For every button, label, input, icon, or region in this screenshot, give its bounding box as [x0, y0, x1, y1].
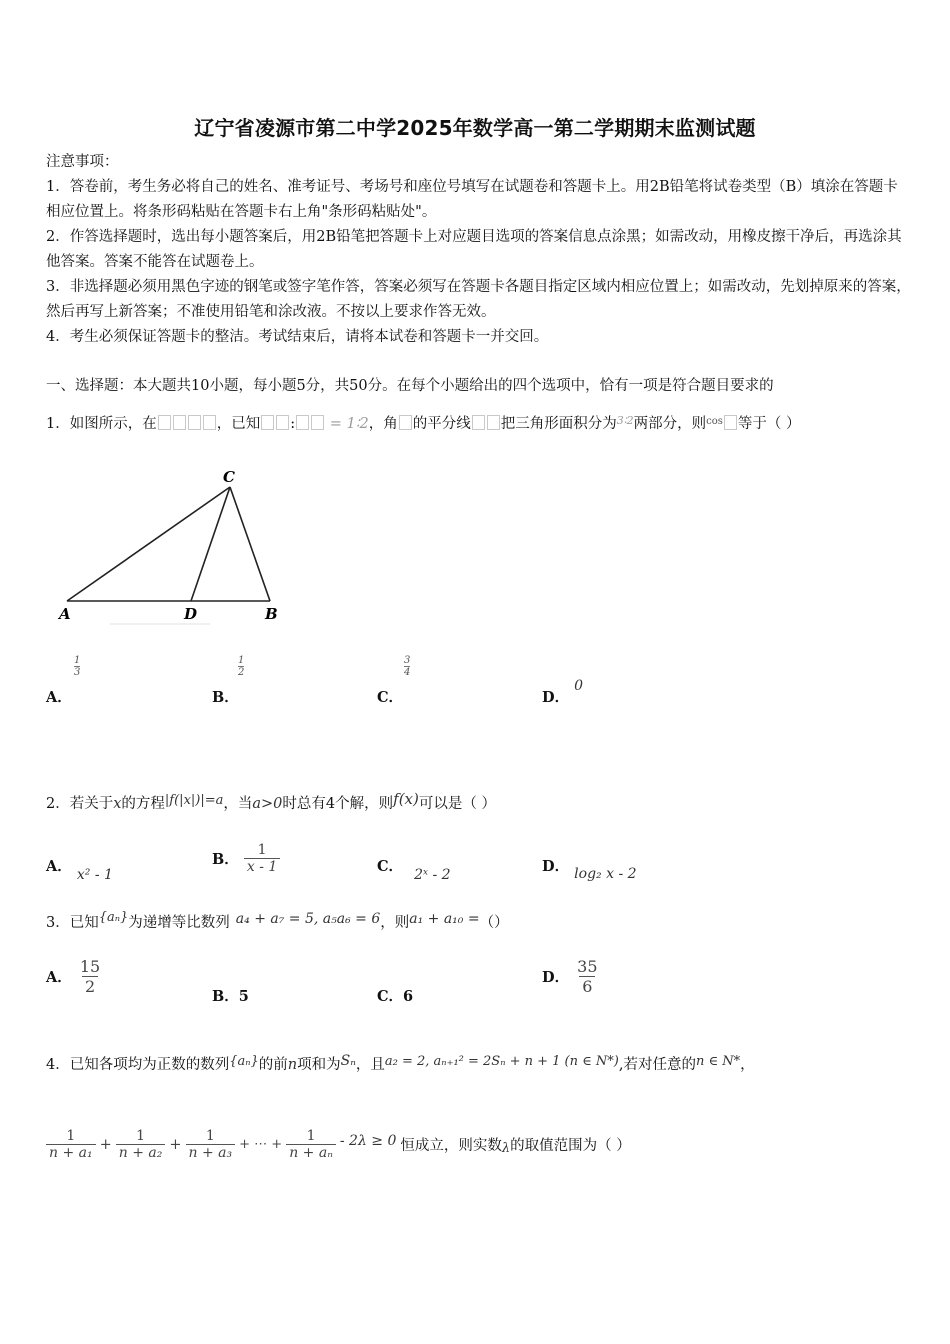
question-1: 1．如图所示，在 ，已知 : = 1∶2，角 的平分线 把三角形面积分为$^{3∶2}$两部分，则$^{cos}$ 等于（ ）	[46, 414, 801, 432]
question-3: 3．已知{aₙ}为递增等比数列 a₄ + a₇ = 5, a₅a₆ = 6，则a₁ + a₁₀ =（）	[46, 910, 509, 931]
q3-option-c[interactable]: C．6	[377, 988, 414, 1005]
q4-inequality: $\frac{1}{\text{n + a₁}}$ + $\frac{1}{\text{n + a₂}}$ + $\frac{1}{\text{n + a₃}}$ + ⋯ + $\frac{1}{\text{n + aₙ}}$ - 2λ ≥ 0 恒成立，则实数 λ 的取值范围为（ ）	[46, 1128, 631, 1161]
q3-option-b[interactable]: B．5	[212, 988, 249, 1005]
q2-option-d[interactable]: D． log₂ x - 2	[542, 858, 637, 882]
q3-option-a[interactable]: A． $\frac{15}{2}$	[46, 957, 101, 996]
label-b: B	[265, 605, 278, 623]
label-c: C	[223, 468, 235, 486]
q1-text: 把三角形面积分为	[500, 416, 617, 432]
triangle-figure	[50, 462, 290, 632]
q1-option-c-value: $\frac{3}{4}$	[404, 655, 411, 678]
q1-text: ，已知	[216, 416, 261, 432]
q1-cos: cos	[706, 416, 723, 427]
q1-option-b[interactable]: B．	[212, 689, 239, 706]
notice-item: 1．答卷前，考生务必将自己的姓名、准考证号、考场号和座位号填写在试题卷和答题卡上。用2B铅笔将试卷类型（B）填涂在答题卡相应位置上。将条形码粘贴在答题卡右上角"条形码粘贴处"。	[46, 179, 898, 220]
label-d: D	[184, 605, 198, 623]
q1-option-c[interactable]: C．	[377, 689, 404, 706]
q1-area-ratio: 3∶2	[616, 414, 634, 427]
q1-text: 等于（ ）	[737, 416, 801, 432]
section-heading: 一、选择题：本大题共10小题，每小题5分，共50分。在每个小题给出的四个选项中，恰有一项是符合题目要求的	[46, 378, 774, 394]
q1-text: ，角	[368, 416, 398, 432]
q2-equation: |f(|x|)|=a	[164, 793, 224, 808]
notice-block	[46, 150, 912, 350]
q2-option-a[interactable]: A． x² - 1	[46, 858, 113, 883]
q1-option-b-value: $\frac{1}{2}$	[238, 655, 245, 678]
q1-option-a[interactable]: A．	[46, 689, 72, 706]
q1-option-d[interactable]: D． 0	[542, 678, 584, 706]
q1-text: 的平分线	[412, 416, 471, 432]
q1-option-a-value: $\frac{1}{3}$	[74, 655, 81, 678]
q3-condition: a₄ + a₇ = 5, a₅a₆ = 6	[235, 911, 381, 927]
side-cb	[230, 487, 270, 601]
notice-item: 4．考生必须保证答题卡的整洁。考试结束后，请将本试卷和答题卡一并交回。	[46, 329, 549, 345]
notice-heading: 注意事项：	[46, 154, 119, 170]
q3-option-d[interactable]: D． $\frac{35}{6}$	[542, 957, 598, 996]
label-a: A	[59, 605, 71, 623]
notice-item: 2．作答选择题时，选出每小题答案后，用2B铅笔把答题卡上对应题目选项的答案信息点涂黑；如需改动，用橡皮擦干净后，再选涂其他答案。答案不能答在试题卷上。	[46, 229, 902, 270]
q1-ratio: 1∶2	[346, 416, 369, 432]
question-2: 2．若关于x的方程|f(|x|)|=a，当a>0时总有4个解，则f(x)可以是（ ）	[46, 790, 496, 812]
q2-option-b[interactable]: B． $\frac{1}{x - 1}$	[212, 842, 280, 875]
q1-text: 1．如图所示，在	[46, 416, 157, 432]
side-ac	[67, 487, 230, 601]
q1-text: 两部分，则	[633, 416, 707, 432]
q2-option-c[interactable]: C． 2ˣ - 2	[377, 858, 451, 883]
question-4: 4．已知各项均为正数的数列{aₙ}的前n项和为Sₙ，且a₂ = 2, aₙ₊₁² = 2Sₙ + n + 1 (n ∈ N*),若对任意的n ∈ N*，	[46, 1053, 755, 1073]
page-title: 辽宁省凌源市第二中学2025年数学高一第二学期期末监测试题	[194, 116, 756, 140]
notice-item: 3．非选择题必须用黑色字迹的钢笔或签字笔作答，答案必须写在答题卡各题目指定区域内相应位置上；如需改动，先划掉原来的答案，然后再写上新答案；不准使用铅笔和涂改液。不按以上要求作答无效。	[46, 279, 911, 320]
q4-condition: a₂ = 2, aₙ₊₁² = 2Sₙ + n + 1 (n ∈ N*)	[384, 1054, 619, 1069]
bisector-cd	[191, 487, 230, 601]
